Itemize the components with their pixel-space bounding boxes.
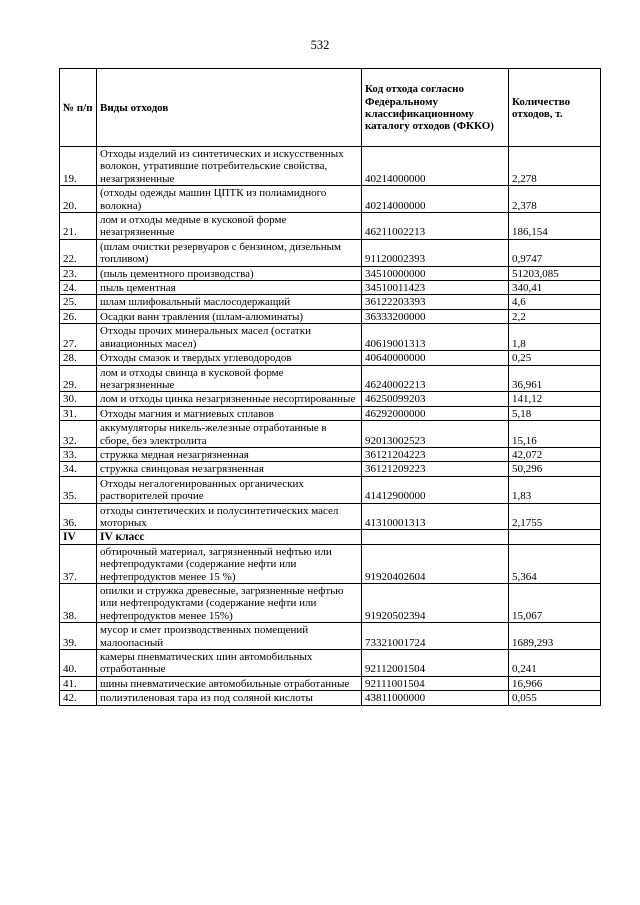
waste-quantity: 1,83	[509, 476, 601, 503]
row-number: 38.	[60, 584, 97, 623]
waste-type: лом и отходы свинца в кусковой форме незагрязненные	[97, 365, 362, 392]
row-number: 29.	[60, 365, 97, 392]
fkko-code: 43811000000	[362, 691, 509, 705]
table-row	[60, 309, 601, 323]
waste-type: аккумуляторы никель-железные отработанные в сборе, без электролита	[97, 421, 362, 448]
fkko-code: 40214000000	[362, 147, 509, 186]
waste-quantity: 2,378	[509, 186, 601, 213]
table-row	[60, 186, 601, 213]
table-row	[60, 147, 601, 186]
waste-type: шины пневматические автомобильные отработанные	[97, 676, 362, 690]
waste-type: лом и отходы медные в кусковой форме незагрязненные	[97, 213, 362, 240]
row-number: 33.	[60, 447, 97, 461]
header-num: № п/п	[60, 69, 97, 147]
waste-type: Отходы прочих минеральных масел (остатки авиационных масел)	[97, 324, 362, 351]
waste-quantity: 42,072	[509, 447, 601, 461]
waste-quantity	[509, 530, 601, 544]
row-number: 28.	[60, 351, 97, 365]
waste-quantity: 50,296	[509, 462, 601, 476]
waste-quantity: 0,055	[509, 691, 601, 705]
row-number: 20.	[60, 186, 97, 213]
waste-type: отходы синтетических и полусинтетических масел моторных	[97, 503, 362, 530]
row-number: 27.	[60, 324, 97, 351]
fkko-code: 34510000000	[362, 266, 509, 280]
fkko-code: 41310001313	[362, 503, 509, 530]
waste-quantity: 5,364	[509, 544, 601, 583]
table-row	[60, 295, 601, 309]
waste-type: пыль цементная	[97, 281, 362, 295]
fkko-code: 40619001313	[362, 324, 509, 351]
header-qty: Количество отходов, т.	[509, 69, 601, 147]
table-row	[60, 421, 601, 448]
row-number: 36.	[60, 503, 97, 530]
section-row	[60, 530, 601, 544]
waste-quantity: 15,16	[509, 421, 601, 448]
waste-quantity: 0,241	[509, 650, 601, 677]
fkko-code: 46292000000	[362, 406, 509, 420]
fkko-code: 91120002393	[362, 239, 509, 266]
fkko-code: 34510011423	[362, 281, 509, 295]
table-row	[60, 623, 601, 650]
row-number: 25.	[60, 295, 97, 309]
header-kind: Виды отходов	[97, 69, 362, 147]
row-number: 23.	[60, 266, 97, 280]
waste-quantity: 0,25	[509, 351, 601, 365]
table-row	[60, 691, 601, 705]
waste-type: шлам шлифовальный маслосодержащий	[97, 295, 362, 309]
fkko-code: 36121209223	[362, 462, 509, 476]
waste-type: лом и отходы цинка незагрязненные несортированные	[97, 392, 362, 406]
waste-quantity: 51203,085	[509, 266, 601, 280]
waste-type: (шлам очистки резервуаров с бензином, дизельным топливом)	[97, 239, 362, 266]
waste-table	[59, 68, 601, 706]
fkko-code: 92112001504	[362, 650, 509, 677]
waste-quantity: 0,9747	[509, 239, 601, 266]
header-code: Код отхода согласно Федеральному классификационному каталогу отходов (ФККО)	[362, 69, 509, 147]
row-number: 35.	[60, 476, 97, 503]
row-number: 21.	[60, 213, 97, 240]
table-row	[60, 266, 601, 280]
row-number: 39.	[60, 623, 97, 650]
fkko-code: 36121204223	[362, 447, 509, 461]
row-number: 24.	[60, 281, 97, 295]
waste-type: (пыль цементного производства)	[97, 266, 362, 280]
waste-type: стружка свинцовая незагрязненная	[97, 462, 362, 476]
table-row	[60, 447, 601, 461]
waste-quantity: 1689,293	[509, 623, 601, 650]
table-row	[60, 365, 601, 392]
waste-quantity: 141,12	[509, 392, 601, 406]
row-number: 31.	[60, 406, 97, 420]
waste-type: Отходы изделий из синтетических и искусственных волокон, утратившие потребительские свойства, незагрязненные	[97, 147, 362, 186]
row-number: 37.	[60, 544, 97, 583]
row-number: 32.	[60, 421, 97, 448]
fkko-code: 92013002523	[362, 421, 509, 448]
row-number: 40.	[60, 650, 97, 677]
waste-type: Осадки ванн травления (шлам-алюминаты)	[97, 309, 362, 323]
waste-type: (отходы одежды машин ЦПТК из полиамидного волокна)	[97, 186, 362, 213]
fkko-code: 36122203393	[362, 295, 509, 309]
table-row	[60, 392, 601, 406]
waste-quantity: 5,18	[509, 406, 601, 420]
page-number: 532	[310, 38, 330, 52]
fkko-code: 41412900000	[362, 476, 509, 503]
fkko-code: 91920502394	[362, 584, 509, 623]
waste-quantity: 16,966	[509, 676, 601, 690]
table-row	[60, 281, 601, 295]
table-row	[60, 351, 601, 365]
row-number: 30.	[60, 392, 97, 406]
table-row	[60, 239, 601, 266]
waste-type: IV класс	[97, 530, 362, 544]
fkko-code	[362, 530, 509, 544]
waste-quantity: 2,2	[509, 309, 601, 323]
waste-quantity: 2,278	[509, 147, 601, 186]
table-row	[60, 584, 601, 623]
waste-quantity: 2,1755	[509, 503, 601, 530]
waste-type: Отходы смазок и твердых углеводородов	[97, 351, 362, 365]
waste-type: обтирочный материал, загрязненный нефтью или нефтепродуктами (содержание нефти или нефтепродуктов менее 15 %)	[97, 544, 362, 583]
table-body	[60, 147, 601, 706]
table-row	[60, 324, 601, 351]
fkko-code: 40214000000	[362, 186, 509, 213]
row-number: IV	[60, 530, 97, 544]
waste-type: камеры пневматических шин автомобильных отработанные	[97, 650, 362, 677]
table-row	[60, 406, 601, 420]
waste-type: мусор и смет производственных помещений малоопасный	[97, 623, 362, 650]
waste-quantity: 36,961	[509, 365, 601, 392]
table-row	[60, 462, 601, 476]
fkko-code: 46240002213	[362, 365, 509, 392]
waste-type: Отходы магния и магниевых сплавов	[97, 406, 362, 420]
table-row	[60, 476, 601, 503]
table-header-row	[60, 69, 601, 147]
table-row	[60, 676, 601, 690]
waste-quantity: 1,8	[509, 324, 601, 351]
waste-type: опилки и стружка древесные, загрязненные нефтью или нефтепродуктами (содержание нефти или нефтепродуктов менее 15%)	[97, 584, 362, 623]
waste-quantity: 4,6	[509, 295, 601, 309]
row-number: 34.	[60, 462, 97, 476]
row-number: 22.	[60, 239, 97, 266]
waste-type: Отходы негалогенированных органических растворителей прочие	[97, 476, 362, 503]
row-number: 42.	[60, 691, 97, 705]
table-row	[60, 544, 601, 583]
fkko-code: 40640000000	[362, 351, 509, 365]
fkko-code: 91920402604	[362, 544, 509, 583]
waste-quantity: 186,154	[509, 213, 601, 240]
row-number: 26.	[60, 309, 97, 323]
fkko-code: 46211002213	[362, 213, 509, 240]
table-row	[60, 503, 601, 530]
table-row	[60, 650, 601, 677]
row-number: 19.	[60, 147, 97, 186]
table-row	[60, 213, 601, 240]
fkko-code: 36333200000	[362, 309, 509, 323]
row-number: 41.	[60, 676, 97, 690]
waste-quantity: 340,41	[509, 281, 601, 295]
waste-quantity: 15,067	[509, 584, 601, 623]
fkko-code: 73321001724	[362, 623, 509, 650]
fkko-code: 92111001504	[362, 676, 509, 690]
waste-type: полиэтиленовая тара из под соляной кислоты	[97, 691, 362, 705]
fkko-code: 46250099203	[362, 392, 509, 406]
waste-type: стружка медная незагрязненная	[97, 447, 362, 461]
